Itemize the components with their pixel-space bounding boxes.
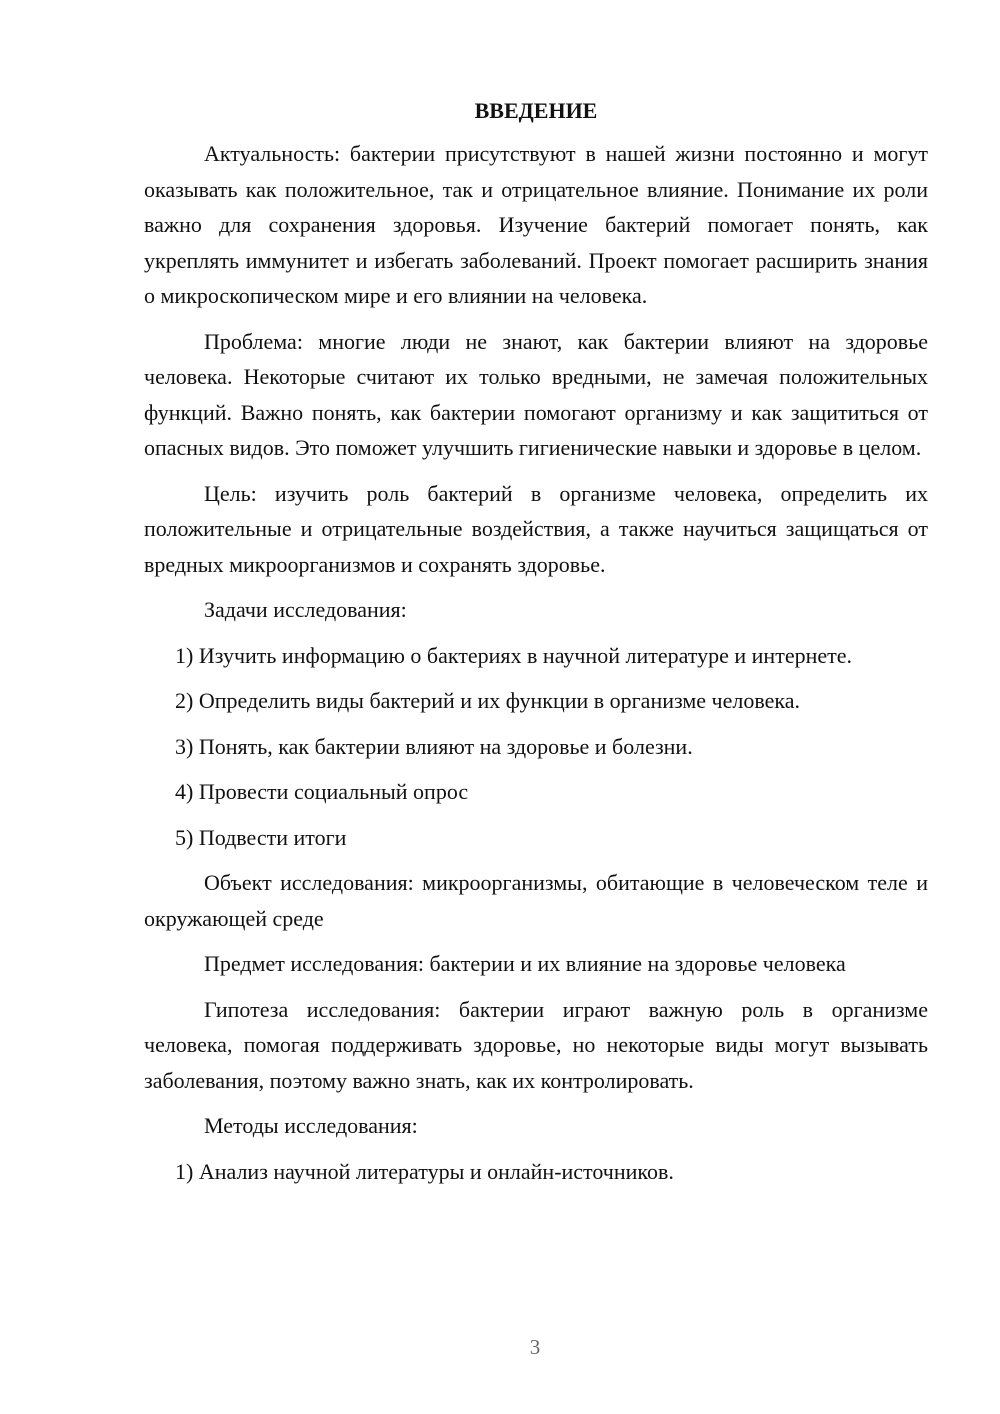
subject-paragraph: Предмет исследования: бактерии и их влияние на здоровье человека — [204, 951, 846, 976]
object-paragraph: Объект исследования: микроорганизмы, обитающие в человеческом теле и окружающей среде — [144, 870, 928, 931]
document-page — [144, 96, 928, 1199]
task-item: 3) Понять, как бактерии влияют на здоровье и болезни. — [175, 733, 693, 759]
relevance-paragraph: Актуальность: бактерии присутствуют в нашей жизни постоянно и могут оказывать как положительное, так и отрицательное влияние. Понимание их роли важно для сохранения здоровья. Изучение бактерий помогает понять, как укреплять иммунитет и избегать заболеваний. Проект помогает расширить знания о микроскопическом мире и его влиянии на человека. — [144, 141, 928, 308]
section-title: ВВЕДЕНИЕ — [474, 98, 598, 123]
methods-heading: Методы исследования: — [204, 1113, 418, 1138]
page-number: 3 — [529, 1335, 541, 1359]
problem-paragraph: Проблема: многие люди не знают, как бактерии влияют на здоровье человека. Некоторые считают их только вредными, не замечая положительных функций. Важно понять, как бактерии помогают организму и как защититься от опасных видов. Это поможет улучшить гигиенические навыки и здоровье в целом. — [144, 328, 928, 460]
task-item: 5) Подвести итоги — [175, 824, 347, 850]
task-item: 1) Изучить информацию о бактериях в научной литературе и интернете. — [175, 642, 852, 668]
task-item: 2) Определить виды бактерий и их функции в организме человека. — [175, 688, 801, 713]
hypothesis-paragraph: Гипотеза исследования: бактерии играют важную роль в организме человека, помогая поддерживать здоровье, но некоторые виды могут вызывать заболевания, поэтому важно знать, как их контролировать. — [144, 996, 928, 1093]
tasks-heading: Задачи исследования: — [204, 597, 407, 622]
method-item: 1) Анализ научной литературы и онлайн-источников. — [175, 1158, 674, 1184]
task-item: 4) Провести социальный опрос — [175, 779, 469, 804]
goal-paragraph: Цель: изучить роль бактерий в организме человека, определить их положительные и отрицательные воздействия, а также научиться защищаться от вредных микроорганизмов и сохранять здоровье. — [144, 480, 928, 577]
